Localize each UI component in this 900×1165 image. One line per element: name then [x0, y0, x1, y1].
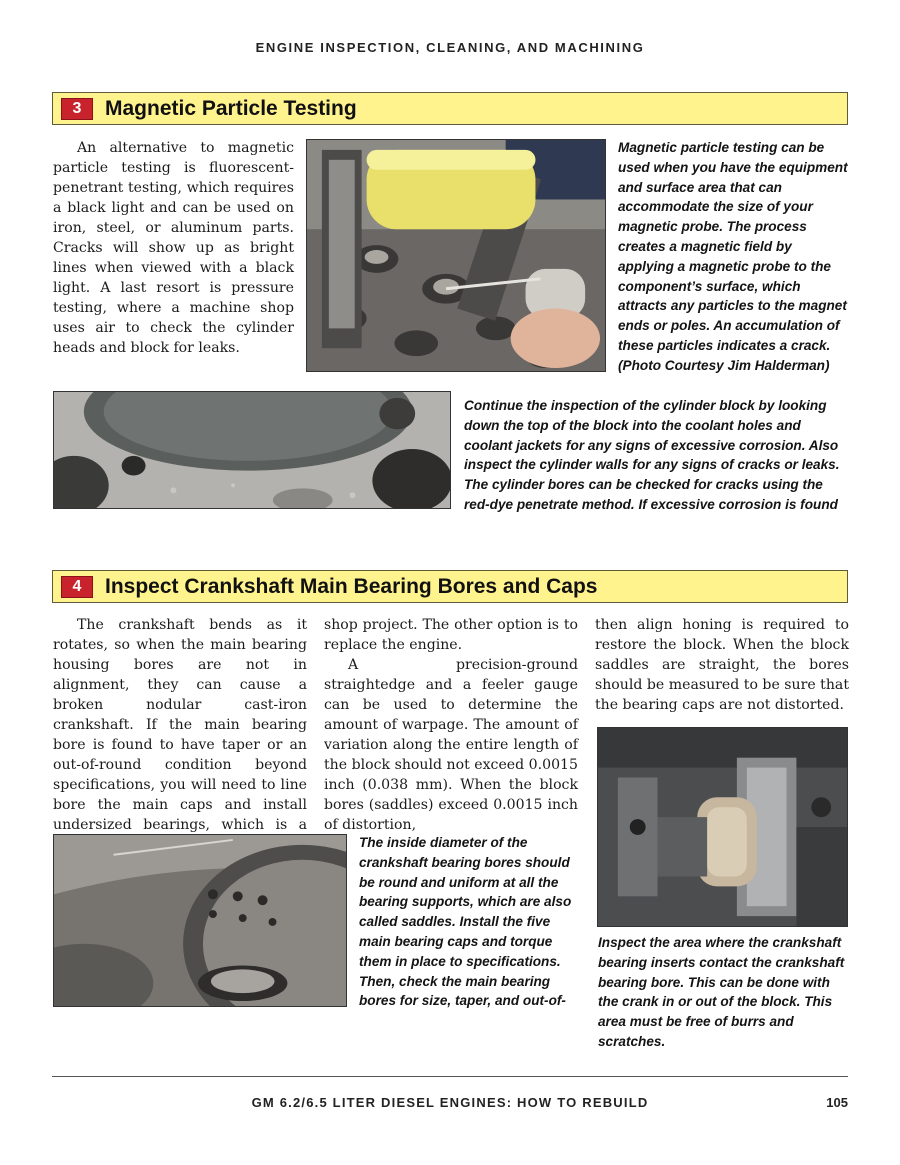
footer-book-title: GM 6.2/6.5 LITER DIESEL ENGINES: HOW TO REBUILD — [251, 1095, 649, 1110]
section-4-header — [52, 570, 848, 603]
cylinder-block-photo — [53, 391, 451, 509]
section-3-body — [53, 138, 294, 358]
cylinder-block-caption-text: Continue the inspection of the cylinder block by looking down the top of the block into the coolant holes and coolant jackets for any signs of excessive corrosion. Also inspect the cylinder walls for any signs of cracks or leaks. The cylinder bores can be checked for cracks using the red-dye penetrate method. If excessive corrosion is found — [464, 398, 840, 512]
page-number: 105 — [826, 1095, 848, 1110]
section-4-number: 4 — [61, 576, 93, 598]
footer-divider — [52, 1076, 848, 1077]
crankshaft-caption: Inspect the area where the crankshaft bearing inserts contact the crankshaft bearing bore. This can be done with the crank in or out of the block. This area must be free of burrs and scratches. — [598, 935, 845, 1049]
section-3-number: 3 — [61, 98, 93, 120]
section-3-header — [52, 92, 848, 125]
cylinder-block-caption-top — [464, 396, 846, 515]
bearing-bore-caption — [359, 833, 581, 1011]
section-4-col2-paragraph-1: shop project. The other option is to replace the engine. — [324, 617, 578, 653]
section-4-col3-paragraph: then align honing is required to restore the block. When the block saddles are straight, the bores should be measured to be sure that the bearing caps are not distorted. — [595, 617, 849, 713]
section-4-title: Inspect Crankshaft Main Bearing Bores and Caps — [105, 574, 598, 598]
section-4-column-2 — [324, 615, 578, 835]
section-4-col2-paragraph-2: A precision-ground straightedge and a feeler gauge can be used to determine the amount of warpage. The amount of variation along the entire length of the block should not exceed 0.0015 inch (0.038 mm). When the block bores (saddles) exceed 0.0015 inch of distortion, — [324, 657, 578, 833]
section-3-title: Magnetic Particle Testing — [105, 96, 357, 120]
section-4-col1-paragraph: The crankshaft bends as it rotates, so when the main bearing housing bores are not in alignment, they can cause a broken nodular cast-iron crankshaft. If the main bearing bore is found to have taper or an out-of-round condition beyond specifications, you will need to line bore the main caps and install undersized bearings, which is a — [53, 617, 307, 833]
section-4-column-1 — [53, 615, 307, 855]
section-3-paragraph: An alternative to magnetic particle testing is fluorescent-penetrant testing, which requires a black light and can be used on iron, steel, or aluminum parts. Cracks will show up as bright lines when viewed with a black light. A last resort is pressure testing, where a machine shop uses air to check the cylinder heads and block for leaks. — [53, 140, 294, 356]
running-head: ENGINE INSPECTION, CLEANING, AND MACHINING — [255, 40, 645, 55]
crankshaft-photo — [597, 727, 848, 927]
section-4-column-3 — [595, 615, 849, 715]
magnetic-probe-photo — [306, 139, 606, 372]
magnetic-probe-caption: Magnetic particle testing can be used when you have the equipment and surface area that can accommodate the size of your magnetic probe. The process creates a magnetic field by applying a magnetic probe to the component’s surface, which attracts any particles to the magnet ends or poles. An accumulation of these particles indicates a crack. (Photo Courtesy Jim Halderman) — [618, 140, 848, 373]
bearing-bore-caption-text: The inside diameter of the crankshaft bearing bores should be round and uniform at all the bearing supports, which are also called saddles. Install the five main bearing caps and torque them in place to specifications. Then, check the main bearing bores for size, taper, and out-of- — [359, 835, 572, 1009]
bearing-bore-photo — [53, 834, 347, 1007]
